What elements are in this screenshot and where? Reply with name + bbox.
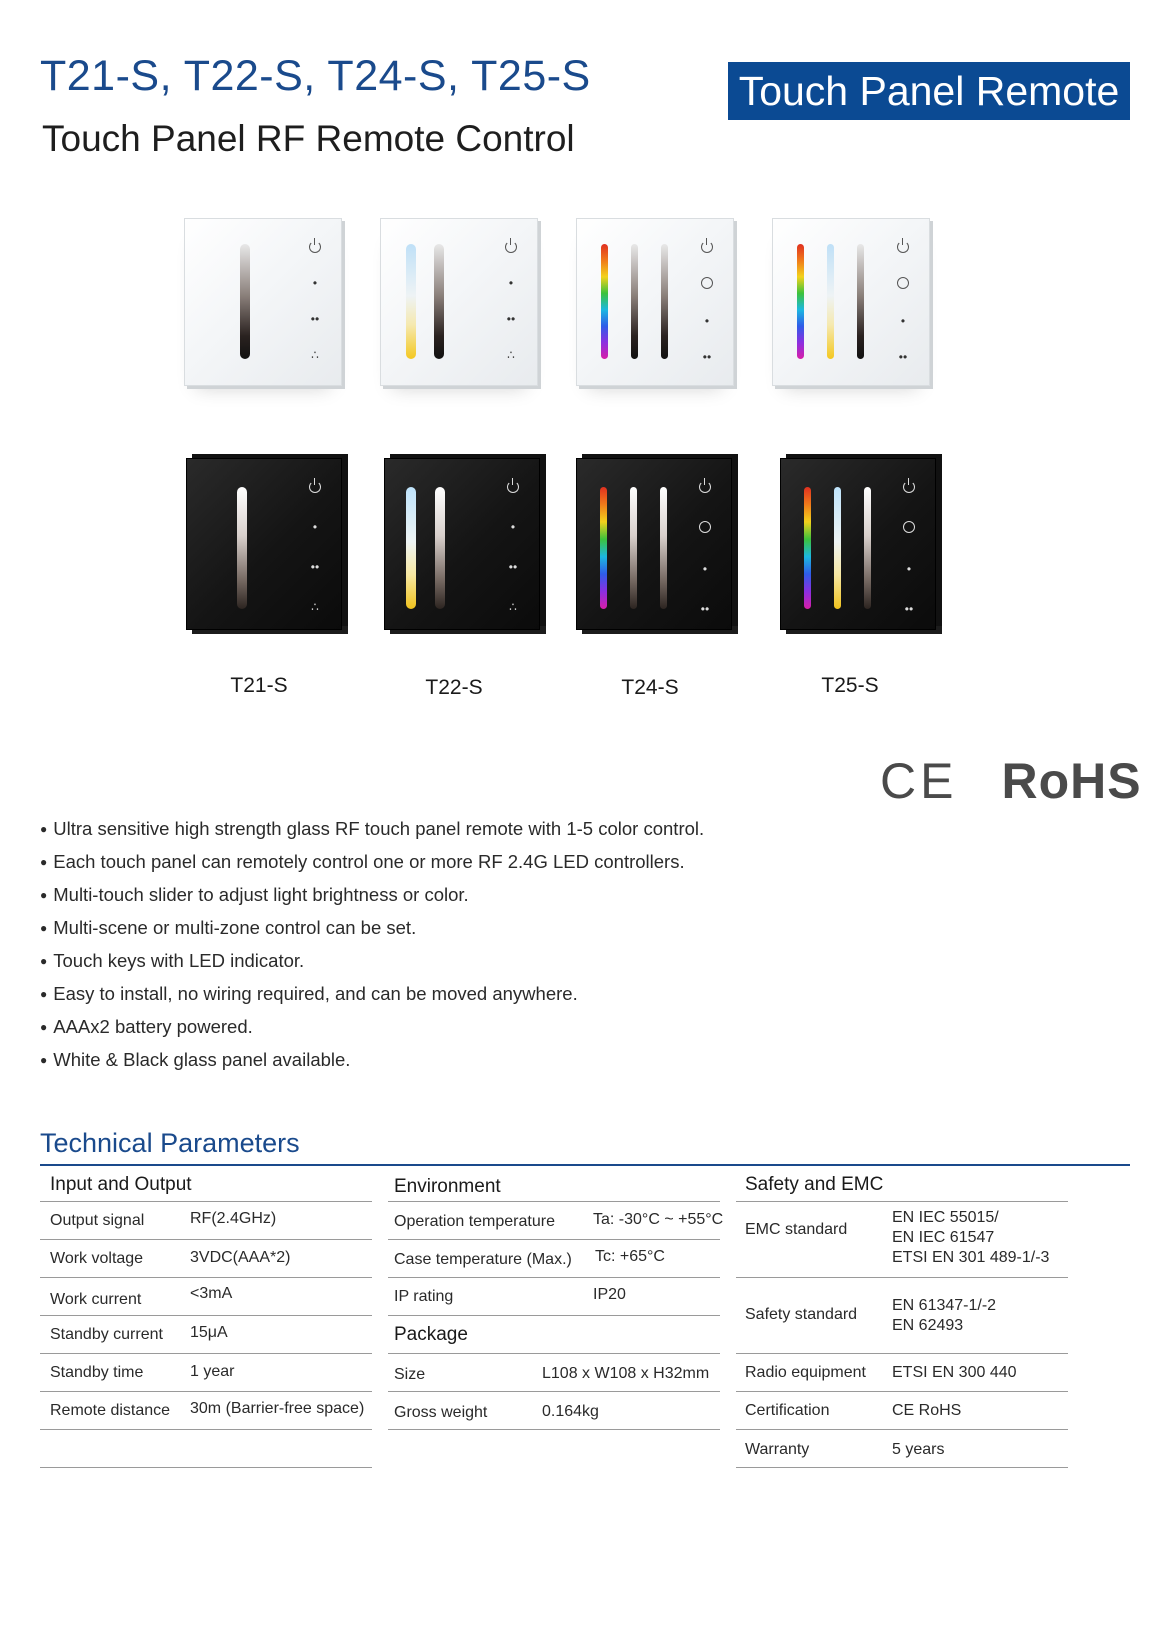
power-key-icon [903, 481, 915, 493]
param-key: Gross weight [394, 1404, 488, 1421]
scene-key-1-icon: • [704, 314, 710, 328]
rohs-logo: RoHS [1001, 753, 1142, 809]
mode-key-icon [897, 277, 909, 289]
feature-list [40, 815, 704, 1079]
dimming-slider [237, 487, 247, 609]
table-row [736, 1278, 1068, 1354]
product-image-t21s-white [184, 218, 342, 386]
product-image-t25s-black [780, 458, 936, 630]
scene-key-2-icon: •• [310, 312, 320, 326]
param-value: Tc: +65°C [595, 1248, 665, 1265]
table-row [40, 1392, 372, 1430]
safety-emc-table [736, 1170, 1068, 1468]
scene-key-3-icon: ∴ [509, 600, 517, 614]
rgb-slider [600, 487, 607, 609]
param-key: Remote distance [50, 1402, 171, 1419]
param-value: ETSI EN 301 489-1/-3 [892, 1249, 1050, 1266]
scene-key-3-icon: ∴ [311, 348, 319, 362]
feature-item: ● Touch keys with LED indicator. [40, 947, 704, 980]
param-key: Standby time [50, 1364, 144, 1381]
param-value: 1 year [190, 1363, 235, 1380]
scene-key-1-icon: • [312, 276, 318, 290]
dimming-slider [857, 244, 864, 359]
power-key-icon [897, 241, 909, 253]
table-row [40, 1316, 372, 1354]
product-image-t24s-black [576, 458, 732, 630]
power-key-icon [507, 481, 519, 493]
scene-key-3-icon: ∴ [507, 348, 515, 362]
table-row [388, 1278, 720, 1316]
table-row [388, 1202, 724, 1240]
param-value: EN 61347-1/-2 [892, 1297, 997, 1314]
param-key: Radio equipment [745, 1364, 866, 1381]
section-divider [40, 1164, 1130, 1166]
table-heading: Environment [388, 1170, 720, 1202]
page-title: T21-S, T22-S, T24-S, T25-S [40, 52, 591, 100]
param-value: EN 62493 [892, 1317, 964, 1334]
param-value: EN IEC 55015/ [892, 1209, 999, 1226]
param-key: Work current [50, 1291, 142, 1308]
table-row [736, 1430, 1068, 1468]
ce-mark-logo: CE [880, 753, 958, 809]
table-row [40, 1240, 372, 1278]
model-label-t24s: T24-S [621, 676, 679, 699]
product-image-t21s-black [186, 458, 342, 630]
feature-item: ● Multi-touch slider to adjust light brightness or color. [40, 881, 704, 914]
dimming-slider [434, 244, 444, 359]
certification-marks [880, 752, 1142, 810]
param-value: 5 years [892, 1441, 945, 1458]
product-image-t22s-white [380, 218, 538, 386]
param-key: Safety standard [745, 1306, 858, 1323]
power-key-icon [699, 481, 711, 493]
param-key: Output signal [50, 1212, 145, 1229]
mode-key-icon [701, 277, 713, 289]
page-subtitle: Touch Panel RF Remote Control [42, 118, 575, 159]
table-row [736, 1392, 1068, 1430]
scene-key-2-icon: •• [904, 602, 914, 616]
param-value: RF(2.4GHz) [190, 1210, 277, 1227]
table-row [736, 1202, 1068, 1278]
param-value: EN IEC 61547 [892, 1229, 995, 1246]
param-value: IP20 [593, 1286, 626, 1303]
table-heading: Safety and EMC [736, 1170, 1068, 1202]
scene-key-2-icon: •• [506, 312, 516, 326]
white-slider [630, 487, 637, 609]
feature-item: ● Each touch panel can remotely control one or more RF 2.4G LED controllers. [40, 848, 704, 881]
param-key: Operation temperature [394, 1213, 555, 1230]
scene-key-1-icon: • [906, 562, 912, 576]
technical-parameters-title: Technical Parameters [40, 1128, 300, 1158]
input-output-table [40, 1170, 372, 1468]
cct-slider [834, 487, 841, 609]
dimming-slider [864, 487, 871, 609]
scene-key-3-icon: ∴ [311, 600, 319, 614]
power-key-icon [505, 241, 517, 253]
param-value: CE RoHS [892, 1402, 962, 1419]
cct-slider [827, 244, 834, 359]
model-label-t21s: T21-S [230, 674, 288, 697]
scene-key-1-icon: • [702, 562, 708, 576]
dimming-slider [435, 487, 445, 609]
scene-key-1-icon: • [312, 520, 318, 534]
scene-key-2-icon: •• [508, 560, 518, 574]
scene-key-2-icon: •• [310, 560, 320, 574]
mode-key-icon [903, 521, 915, 533]
feature-item: ● White & Black glass panel available. [40, 1046, 704, 1079]
package-heading: Package [388, 1316, 720, 1354]
scene-key-2-icon: •• [898, 350, 908, 364]
param-key: Warranty [745, 1441, 810, 1458]
param-value: <3mA [190, 1285, 233, 1302]
rgb-slider [804, 487, 811, 609]
table-row-empty [40, 1430, 372, 1468]
table-row [40, 1354, 372, 1392]
param-key: Size [394, 1366, 426, 1383]
table-row [388, 1240, 720, 1278]
scene-key-2-icon: •• [702, 350, 712, 364]
table-row [40, 1202, 372, 1240]
power-key-icon [309, 241, 321, 253]
param-key: IP rating [394, 1288, 454, 1305]
param-value: 15μA [190, 1324, 228, 1341]
table-row [40, 1278, 372, 1316]
power-key-icon [309, 481, 321, 493]
rgb-slider [797, 244, 804, 359]
param-value: 0.164kg [542, 1403, 599, 1420]
param-key: Certification [745, 1402, 830, 1419]
dimming-slider [660, 487, 667, 609]
param-key: EMC standard [745, 1221, 848, 1238]
model-label-t25s: T25-S [821, 674, 879, 697]
table-heading: Input and Output [40, 1170, 372, 1202]
product-image-t25s-white [772, 218, 930, 386]
environment-table [388, 1170, 724, 1430]
param-key: Case temperature (Max.) [394, 1251, 572, 1268]
mode-key-icon [699, 521, 711, 533]
product-image-t22s-black [384, 458, 540, 630]
cct-slider [406, 244, 416, 359]
table-row [736, 1354, 1068, 1392]
dimming-slider [661, 244, 668, 359]
white-slider [631, 244, 638, 359]
param-value: L108 x W108 x H32mm [542, 1365, 710, 1382]
scene-key-1-icon: • [510, 520, 516, 534]
table-row [388, 1392, 720, 1430]
table-row [388, 1354, 720, 1392]
product-image-t24s-white [576, 218, 734, 386]
param-value: ETSI EN 300 440 [892, 1364, 1017, 1381]
scene-key-1-icon: • [900, 314, 906, 328]
param-value: 30m (Barrier-free space) [190, 1400, 365, 1417]
param-key: Standby current [50, 1326, 163, 1343]
feature-item: ● Easy to install, no wiring required, and can be moved anywhere. [40, 980, 704, 1013]
dimming-slider [240, 244, 250, 359]
power-key-icon [701, 241, 713, 253]
param-value: 3VDC(AAA*2) [190, 1249, 291, 1266]
cct-slider [406, 487, 416, 609]
rgb-slider [601, 244, 608, 359]
scene-key-1-icon: • [508, 276, 514, 290]
model-label-t22s: T22-S [425, 676, 483, 699]
param-value: Ta: -30°C ~ +55°C [593, 1211, 724, 1228]
scene-key-2-icon: •• [700, 602, 710, 616]
feature-item: ● AAAx2 battery powered. [40, 1013, 704, 1046]
feature-item: ● Multi-scene or multi-zone control can be set. [40, 914, 704, 947]
param-key: Work voltage [50, 1250, 144, 1267]
category-badge: Touch Panel Remote [728, 62, 1130, 120]
feature-item: ● Ultra sensitive high strength glass RF touch panel remote with 1-5 color control. [40, 815, 704, 848]
